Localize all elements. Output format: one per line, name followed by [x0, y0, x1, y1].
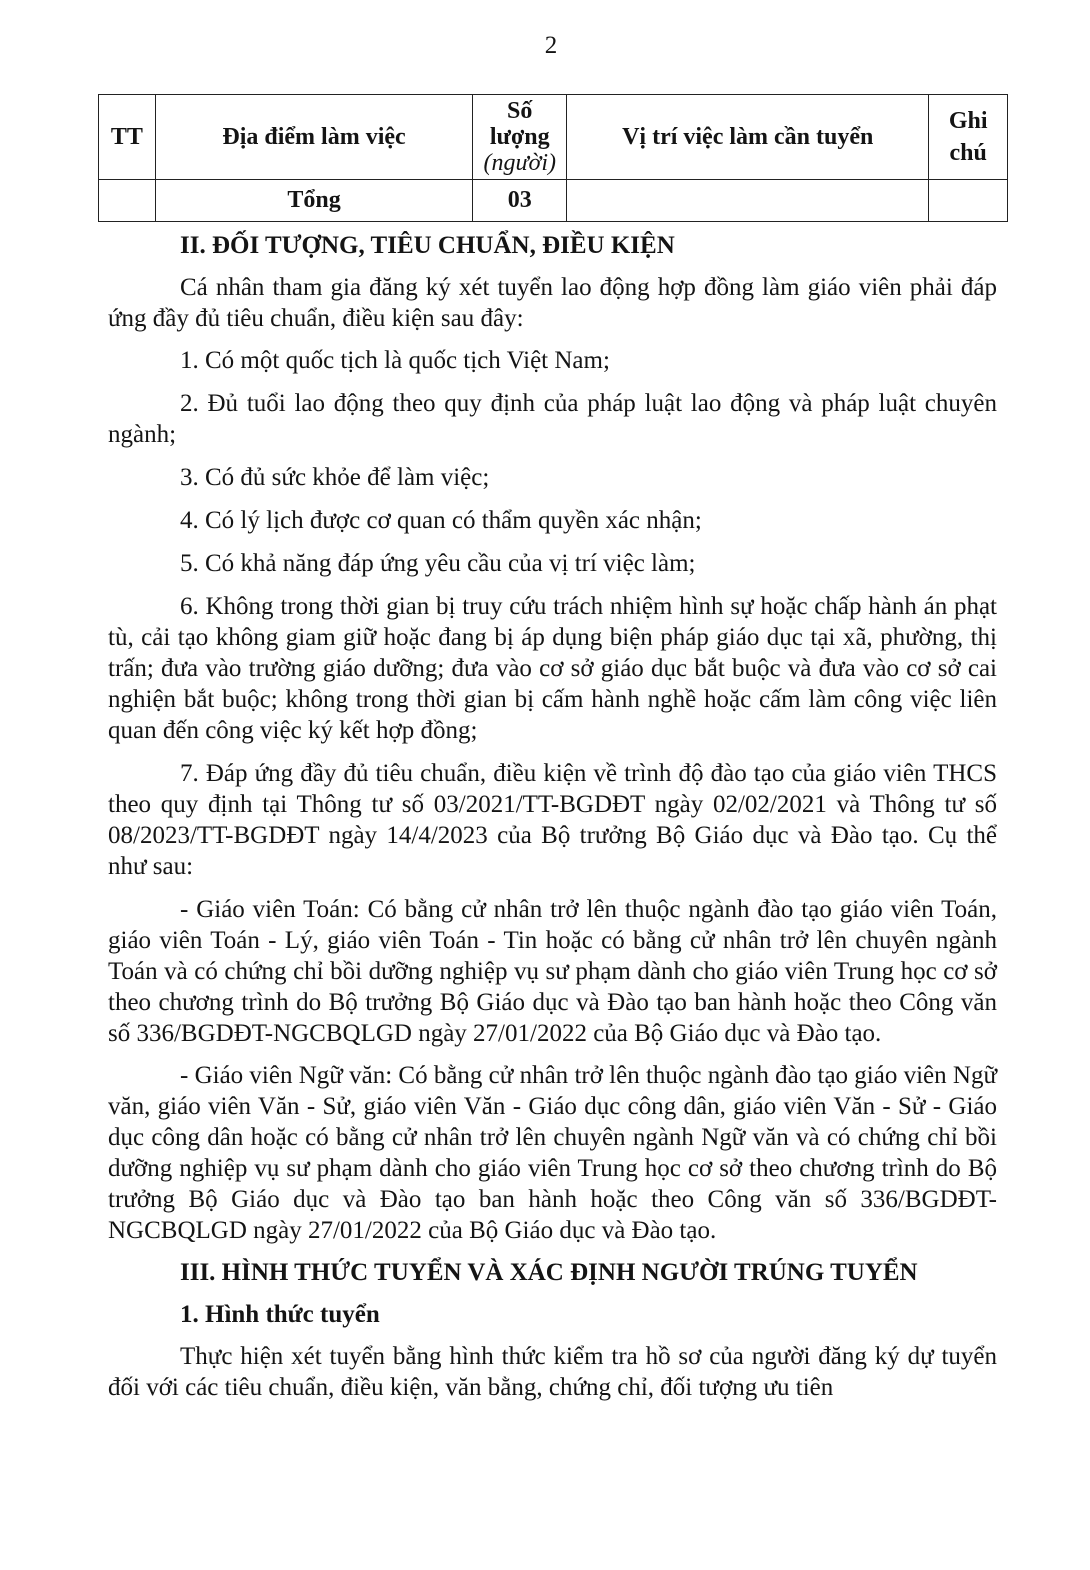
document-body: [108, 230, 997, 1414]
criteria-item-3: 3. Có đủ sức khỏe để làm việc;: [180, 464, 490, 491]
criteria-item-7: 7. Đáp ứng đầy đủ tiêu chuẩn, điều kiện về trình độ đào tạo của giáo viên THCS theo quy định tại Thông tư số 03/2021/TT-BGDĐT ngày 02/02/2021 và Thông tư số 08/2023/TT-BGDĐT ngày 14/4/2023 của Bộ trưởng Bộ Giáo dục và Đào tạo. Cụ thể như sau:: [108, 760, 997, 880]
criteria-item-2: 2. Đủ tuổi lao động theo quy định của pháp luật lao động và pháp luật chuyên ngành;: [108, 390, 997, 448]
page-number: 2: [544, 32, 558, 59]
header-quantity: [473, 95, 567, 180]
header-quantity-line1: Số: [507, 98, 533, 124]
recruitment-table: [98, 94, 1008, 222]
criteria-item-5: 5. Có khả năng đáp ứng yêu cầu của vị trí việc làm;: [180, 550, 696, 577]
section-3-subheading: 1. Hình thức tuyển: [180, 1301, 380, 1328]
total-label-cell: Tổng: [155, 180, 473, 222]
header-position: Vị trí việc làm cần tuyển: [567, 95, 929, 180]
table-header-row: [99, 95, 1008, 180]
total-quantity-cell: 03: [473, 180, 567, 222]
table-row-total: [99, 180, 1008, 222]
header-location: Địa điểm làm việc: [155, 95, 473, 180]
math-teacher-requirement: - Giáo viên Toán: Có bằng cử nhân trở lên thuộc ngành đào tạo giáo viên Toán, giáo viên Toán - Lý, giáo viên Toán - Tin hoặc có bằng cử nhân trở lên chuyên ngành Toán và có chứng chỉ bồi dưỡng nghiệp vụ sư phạm dành cho giáo viên Trung học cơ sở theo chương trình do Bộ trưởng Bộ Giáo dục và Đào tạo ban hành hoặc theo Công văn số 336/BGDĐT-NGCBQLGD ngày 27/01/2022 của Bộ Giáo dục và Đào tạo.: [108, 896, 997, 1047]
header-tt: TT: [99, 95, 156, 180]
total-tt-cell: [99, 180, 156, 222]
header-note-line2: chú: [949, 140, 987, 166]
section-3-heading: III. HÌNH THỨC TUYỂN VÀ XÁC ĐỊNH NGƯỜI TRÚNG TUYỂN: [180, 1259, 918, 1286]
section-2-heading: II. ĐỐI TƯỢNG, TIÊU CHUẨN, ĐIỀU KIỆN: [180, 232, 675, 259]
literature-teacher-requirement: - Giáo viên Ngữ văn: Có bằng cử nhân trở lên thuộc ngành đào tạo giáo viên Ngữ văn, giáo viên Văn - Sử, giáo viên Văn - Giáo dục công dân, giáo viên Văn - Sử - Giáo dục công dân hoặc có bằng cử nhân trở lên chuyên ngành Ngữ văn và có chứng chỉ bồi dưỡng nghiệp vụ sư phạm dành cho giáo viên Trung học cơ sở theo chương trình do Bộ trưởng Bộ Giáo dục và Đào tạo ban hành hoặc theo Công văn số 336/BGDĐT-NGCBQLGD ngày 27/01/2022 của Bộ Giáo dục và Đào tạo.: [108, 1062, 997, 1244]
total-note-cell: [929, 180, 1008, 222]
header-note: [929, 95, 1008, 180]
header-quantity-line2: lượng: [489, 124, 550, 150]
total-position-cell: [567, 180, 929, 222]
header-quantity-unit: (người): [483, 150, 557, 176]
header-note-line1: Ghi: [948, 108, 988, 134]
section-2-intro: Cá nhân tham gia đăng ký xét tuyển lao động hợp đồng làm giáo viên phải đáp ứng đầy đủ tiêu chuẩn, điều kiện sau đây:: [108, 274, 997, 332]
section-3-text: Thực hiện xét tuyển bằng hình thức kiểm tra hồ sơ của người đăng ký dự tuyển đối với các tiêu chuẩn, điều kiện, văn bằng, chứng chỉ, đối tượng ưu tiên: [108, 1343, 997, 1401]
criteria-item-1: 1. Có một quốc tịch là quốc tịch Việt Nam;: [180, 347, 610, 374]
criteria-item-6: 6. Không trong thời gian bị truy cứu trách nhiệm hình sự hoặc chấp hành án phạt tù, cải tạo không giam giữ hoặc đang bị áp dụng biện pháp giáo dục tại xã, phường, thị trấn; đưa vào trường giáo dưỡng; đưa vào cơ sở giáo dục bắt buộc và đưa vào cơ sở cai nghiện bắt buộc; không trong thời gian bị cấm hành nghề hoặc cấm làm công việc liên quan đến công việc ký kết hợp đồng;: [108, 593, 997, 744]
criteria-item-4: 4. Có lý lịch được cơ quan có thẩm quyền xác nhận;: [180, 507, 702, 534]
